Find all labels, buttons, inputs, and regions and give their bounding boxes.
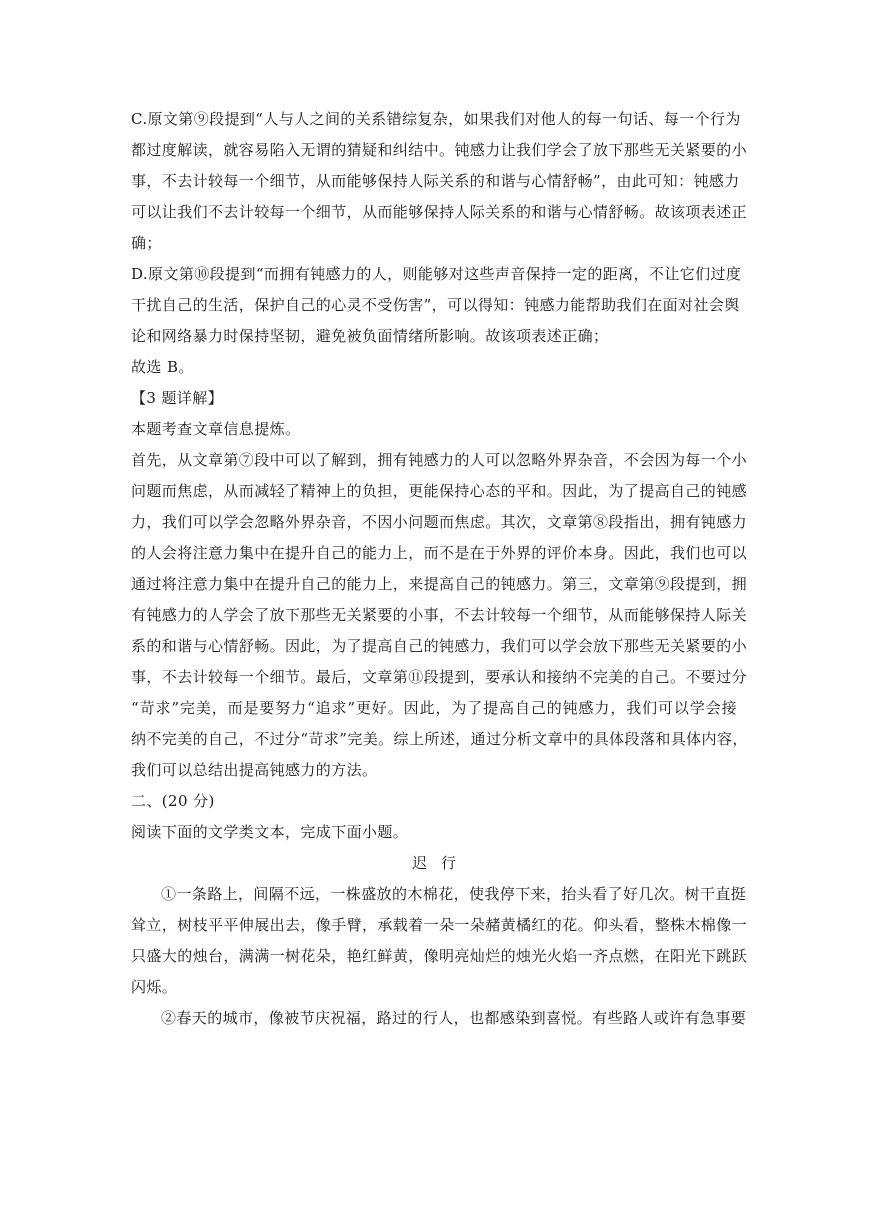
text-line: C.原文第⑨段提到“人与人之间的关系错综复杂，如果我们对他人的每一句话、每一个行为 <box>131 110 741 128</box>
text-line: 系的和谐与心情舒畅。因此，为了提高自己的钝感力，我们可以学会放下那些无关紧要的小 <box>131 637 748 655</box>
text-line: 耸立，树枝平平伸展出去，像手臂，承载着一朵一朵赭黄橘红的花。仰头看，整株木棉像一 <box>131 916 748 934</box>
text-line: 都过度解读，就容易陷入无谓的猜疑和纠结中。钝感力让我们学会了放下那些无关紧要的小 <box>131 141 748 159</box>
text-line: 故选 B。 <box>131 358 194 376</box>
document-page <box>131 104 748 1034</box>
section-heading: 【3 题详解】 <box>131 389 224 407</box>
text-line: 首先，从文章第⑦段中可以了解到，拥有钝感力的人可以忽略外界杂音，不会因为每一个小 <box>131 451 748 469</box>
text-line: 闪烁。 <box>131 978 178 996</box>
text-line: 确； <box>131 234 162 252</box>
text-line: ②春天的城市，像被节庆祝福，路过的行人，也都感染到喜悦。有些路人或许有急事要 <box>161 1009 747 1027</box>
text-line: 问题而焦虑，从而减轻了精神上的负担，更能保持心态的平和。因此，为了提高自己的钝感 <box>131 482 748 500</box>
text-line: 事，不去计较每一个细节，从而能够保持人际关系的和谐与心情舒畅”，由此可知：钝感力 <box>131 172 740 190</box>
text-line: 干扰自己的生活，保护自己的心灵不受伤害”，可以得知：钝感力能帮助我们在面对社会舆 <box>131 296 740 314</box>
text-line: 通过将注意力集中在提升自己的能力上，来提高自己的钝感力。第三，文章第⑨段提到，拥 <box>131 575 748 593</box>
text-line: 我们可以总结出提高钝感力的方法。 <box>131 761 378 779</box>
article-title: 迟行 <box>411 854 470 872</box>
text-line: 本题考查文章信息提炼。 <box>131 420 301 438</box>
text-line: 纳不完美的自己，不过分“苛求”完美。综上所述，通过分析文章中的具体段落和具体内容， <box>131 730 748 748</box>
text-line: 阅读下面的文学类文本，完成下面小题。 <box>131 823 409 841</box>
text-line: 事，不去计较每一个细节。最后，文章第⑪段提到，要承认和接纳不完美的自己。不要过分 <box>131 668 748 686</box>
section-heading: 二、(20 分) <box>131 792 215 810</box>
text-line: “苛求”完美，而是要努力“追求”更好。因此，为了提高自己的钝感力，我们可以学会接 <box>131 699 737 717</box>
text-line: 论和网络暴力时保持坚韧，避免被负面情绪所影响。故该项表述正确； <box>131 327 609 345</box>
text-line: 有钝感力的人学会了放下那些无关紧要的小事，不去计较每一个细节，从而能够保持人际关 <box>131 606 748 624</box>
text-line: ①一条路上，间隔不远，一株盛放的木棉花，使我停下来，抬头看了好几次。树干直挺 <box>161 885 747 903</box>
text-line: 力，我们可以学会忽略外界杂音，不因小问题而焦虑。其次，文章第⑧段指出，拥有钝感力 <box>131 513 748 531</box>
text-line: 的人会将注意力集中在提升自己的能力上，而不是在于外界的评价本身。因此，我们也可以 <box>131 544 748 562</box>
text-line: 可以让我们不去计较每一个细节，从而能够保持人际关系的和谐与心情舒畅。故该项表述正 <box>131 203 748 221</box>
text-line: D.原文第⑩段提到“而拥有钝感力的人，则能够对这些声音保持一定的距离，不让它们过度 <box>131 265 742 283</box>
text-line: 只盛大的烛台，满满一树花朵，艳红鲜黄，像明亮灿烂的烛光火焰一齐点燃，在阳光下跳跃 <box>131 947 748 965</box>
